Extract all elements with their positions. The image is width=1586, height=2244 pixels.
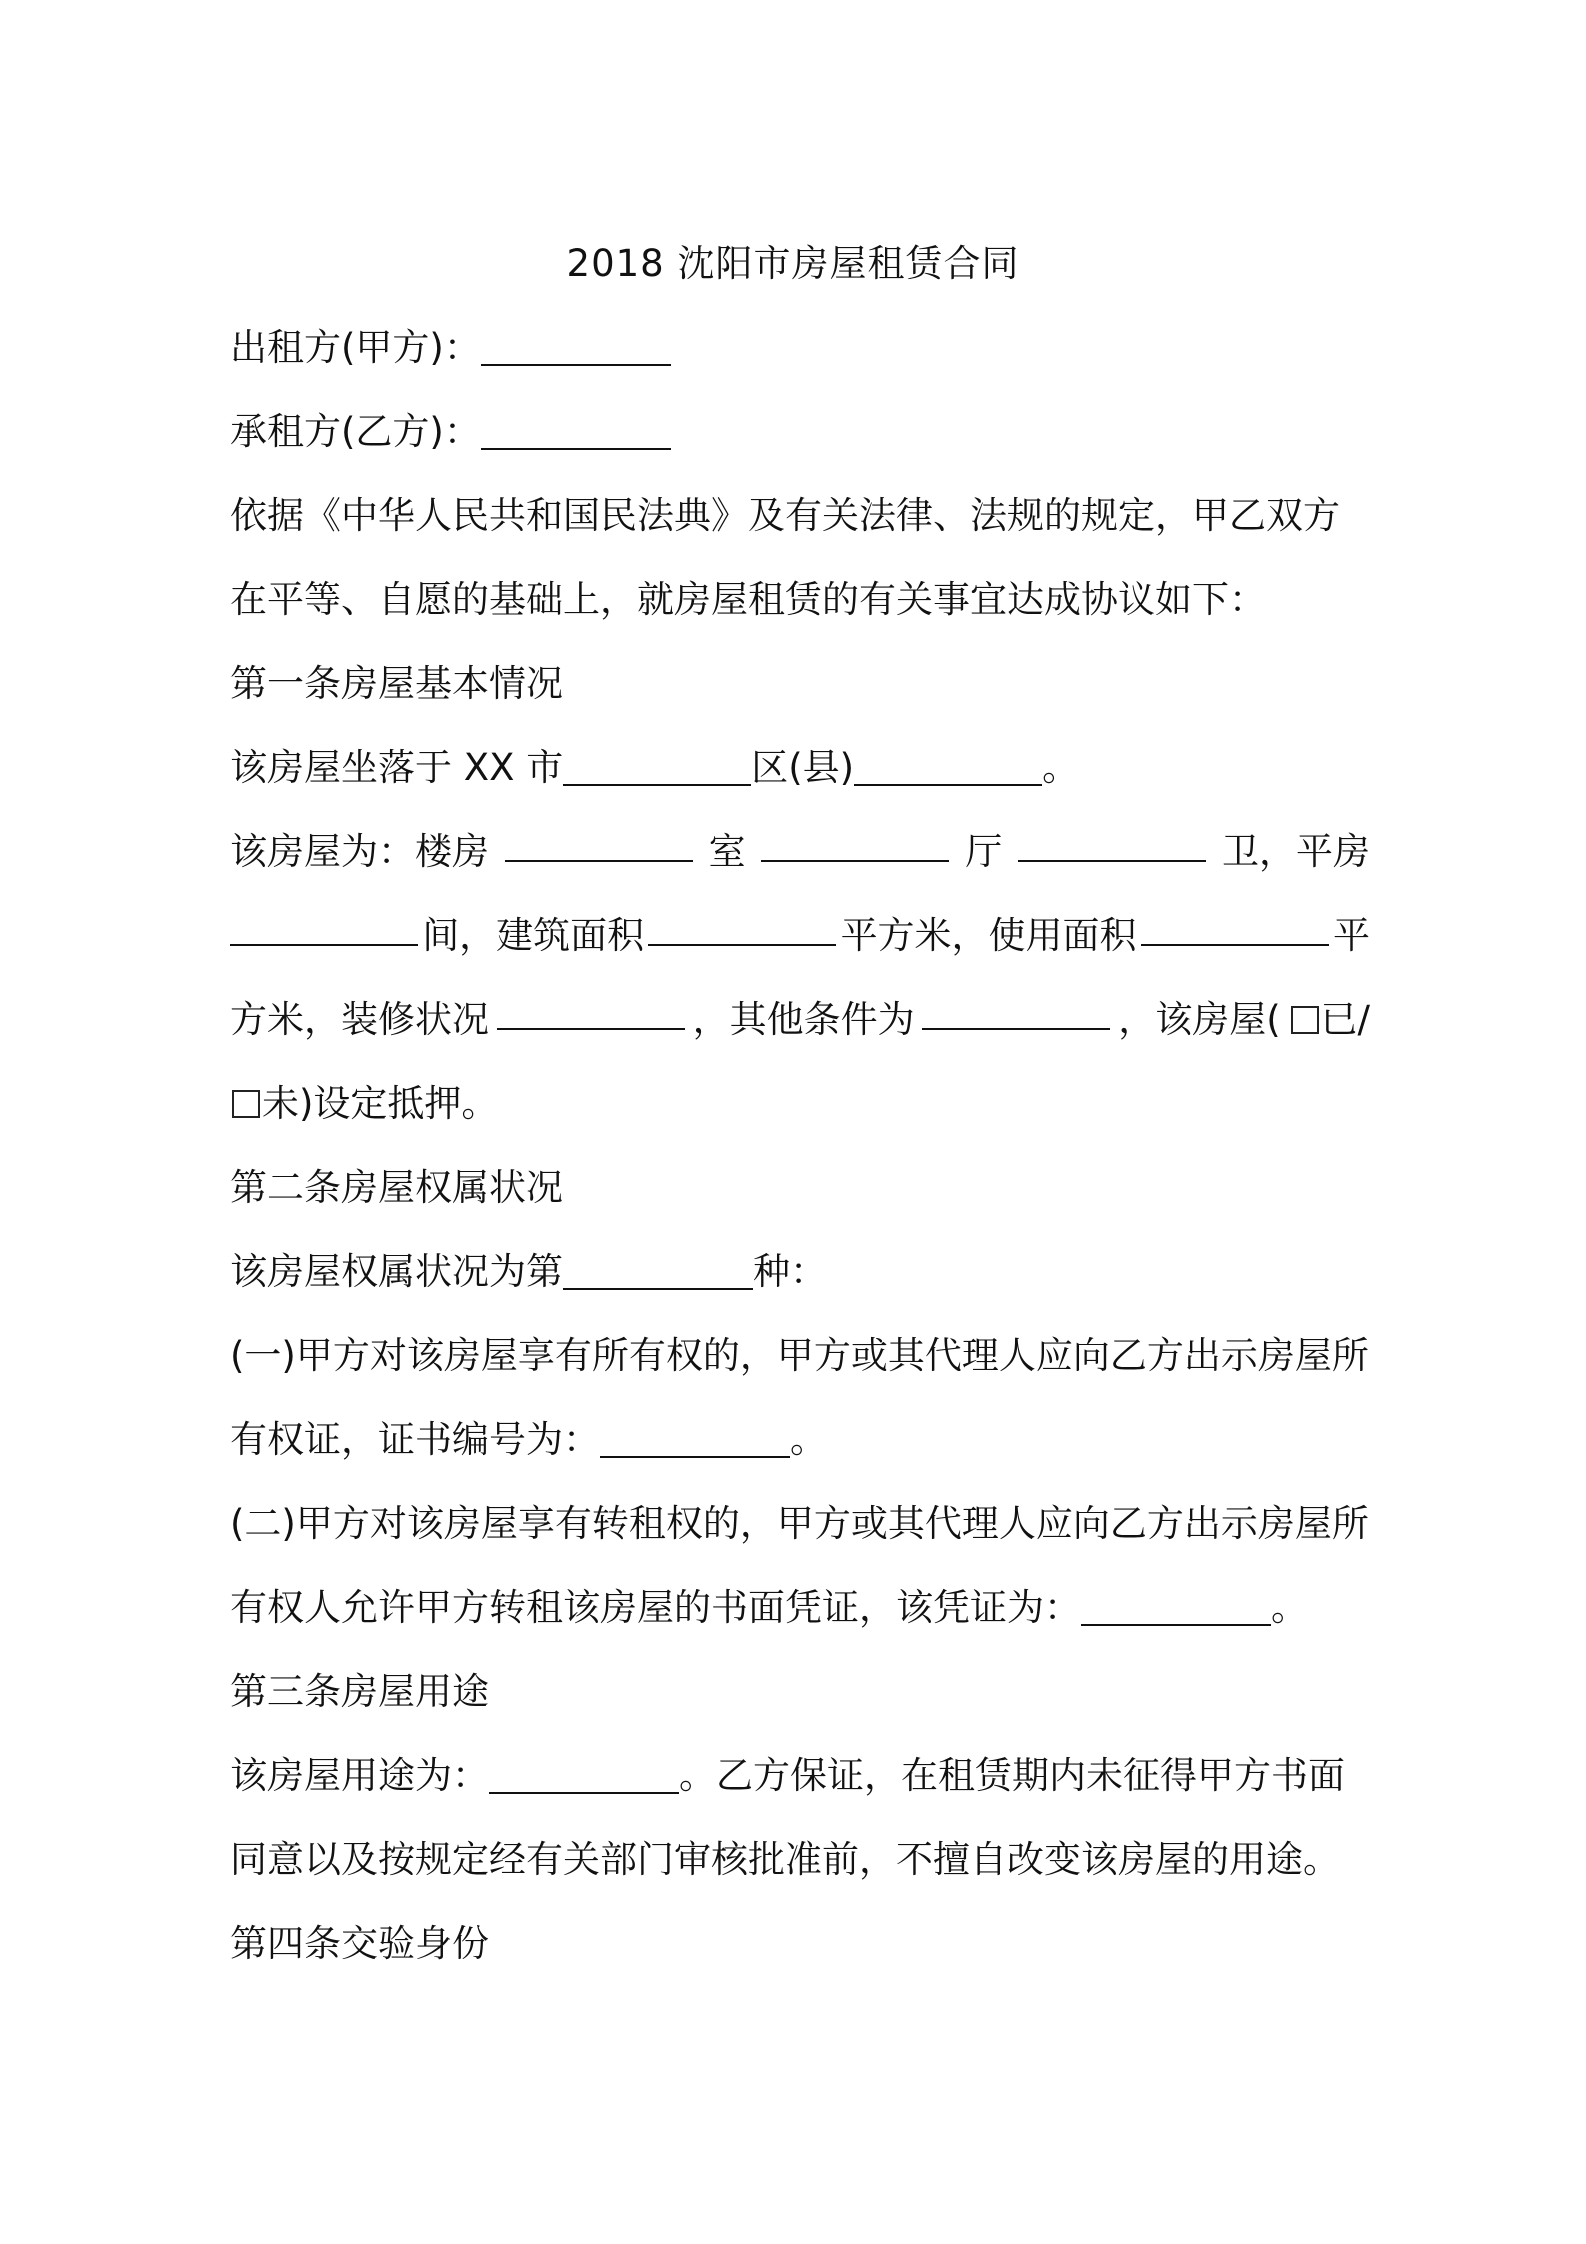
- usable-area-label: 平方米，使用面积: [840, 914, 1137, 957]
- location-end: 。: [1042, 746, 1080, 789]
- usable-area-unit: 平: [1332, 914, 1370, 957]
- other-conditions-blank: [922, 992, 1110, 1030]
- bungalow-rooms-blank: [230, 908, 418, 946]
- mortgage-prefix: ，该房屋(: [1118, 998, 1281, 1041]
- location-district-label: 区(县): [751, 746, 855, 789]
- sublease-proof-end: 。: [1271, 1586, 1308, 1629]
- mortgage-yes-label: 已/: [1320, 998, 1370, 1041]
- location-line: [230, 740, 1370, 824]
- hall-count-blank: [761, 824, 949, 862]
- article-3-heading: 第三条房屋用途: [230, 1670, 489, 1713]
- usage-label: 该房屋用途为：: [230, 1754, 489, 1797]
- intro-line-1: 依据《中华人民共和国民法典》及有关法律、法规的规定，甲乙双方: [230, 494, 1340, 537]
- ownership-type-blank: [563, 1252, 753, 1290]
- case-1-line-1: (一)甲方对该房屋享有所有权的，甲方或其代理人应向乙方出示房屋所: [230, 1334, 1369, 1377]
- mortgage-line: [230, 1076, 1370, 1160]
- decoration-blank: [497, 992, 685, 1030]
- city-district-blank: [563, 748, 751, 786]
- case-2-line-1: (二)甲方对该房屋享有转租权的，甲方或其代理人应向乙方出示房屋所: [230, 1502, 1369, 1545]
- usage-blank: [489, 1756, 679, 1794]
- ownership-prefix: 该房屋权属状况为第: [230, 1250, 563, 1293]
- ownership-suffix: 种：: [753, 1250, 827, 1293]
- bath-count-blank: [1018, 824, 1206, 862]
- mortgage-no-label: 未)设定抵押。: [262, 1082, 499, 1125]
- hall-label: 厅: [965, 830, 1003, 873]
- lessor-label: 出租方(甲方)：: [230, 326, 481, 369]
- house-type-prefix: 该房屋为：楼房: [230, 830, 489, 873]
- building-area-label: 间，建筑面积: [422, 914, 645, 957]
- ownership-line: [230, 1244, 1370, 1328]
- usage-line-2: 同意以及按规定经有关部门审核批准前，不擅自改变该房屋的用途。: [230, 1838, 1340, 1881]
- room-count-blank: [505, 824, 693, 862]
- mortgage-yes-option[interactable]: [1289, 992, 1370, 1076]
- other-conditions-label: ，其他条件为: [692, 998, 915, 1041]
- document-body: [230, 320, 1370, 2000]
- lessor-line: [230, 320, 1370, 404]
- case-1-line-2: [230, 1412, 1370, 1496]
- case-2-line-2: [230, 1580, 1370, 1664]
- mortgage-no-checkbox[interactable]: [232, 1090, 260, 1118]
- certificate-label: 有权证，证书编号为：: [230, 1418, 600, 1461]
- document-title: 2018 沈阳市房屋租赁合同: [566, 242, 1020, 285]
- room-label: 室: [708, 830, 746, 873]
- usage-line-1: [230, 1748, 1370, 1832]
- certificate-number-blank: [600, 1420, 790, 1458]
- lessor-blank: [481, 328, 671, 366]
- bath-label: 卫，平房: [1221, 830, 1370, 873]
- area-line: [230, 908, 1370, 992]
- lessee-blank: [481, 412, 671, 450]
- location-prefix: 该房屋坐落于 XX 市: [230, 746, 564, 789]
- usable-area-blank: [1141, 908, 1329, 946]
- decoration-line: [230, 992, 1370, 1076]
- usage-guarantee: 。乙方保证，在租赁期内未征得甲方书面: [679, 1754, 1345, 1797]
- mortgage-yes-checkbox[interactable]: [1291, 1006, 1319, 1034]
- building-area-blank: [648, 908, 836, 946]
- decoration-label: 方米，装修状况: [230, 998, 489, 1041]
- certificate-end: 。: [790, 1418, 827, 1461]
- house-type-line: [230, 824, 1370, 908]
- lessee-label: 承租方(乙方)：: [230, 410, 481, 453]
- lessee-line: [230, 404, 1370, 488]
- district-detail-blank: [854, 748, 1042, 786]
- article-1-heading: 第一条房屋基本情况: [230, 662, 563, 705]
- intro-line-2: 在平等、自愿的基础上，就房屋租赁的有关事宜达成协议如下：: [230, 578, 1266, 621]
- sublease-proof-blank: [1081, 1588, 1271, 1626]
- article-4-heading: 第四条交验身份: [230, 1922, 489, 1965]
- sublease-proof-label: 有权人允许甲方转租该房屋的书面凭证，该凭证为：: [230, 1586, 1081, 1629]
- article-2-heading: 第二条房屋权属状况: [230, 1166, 563, 1209]
